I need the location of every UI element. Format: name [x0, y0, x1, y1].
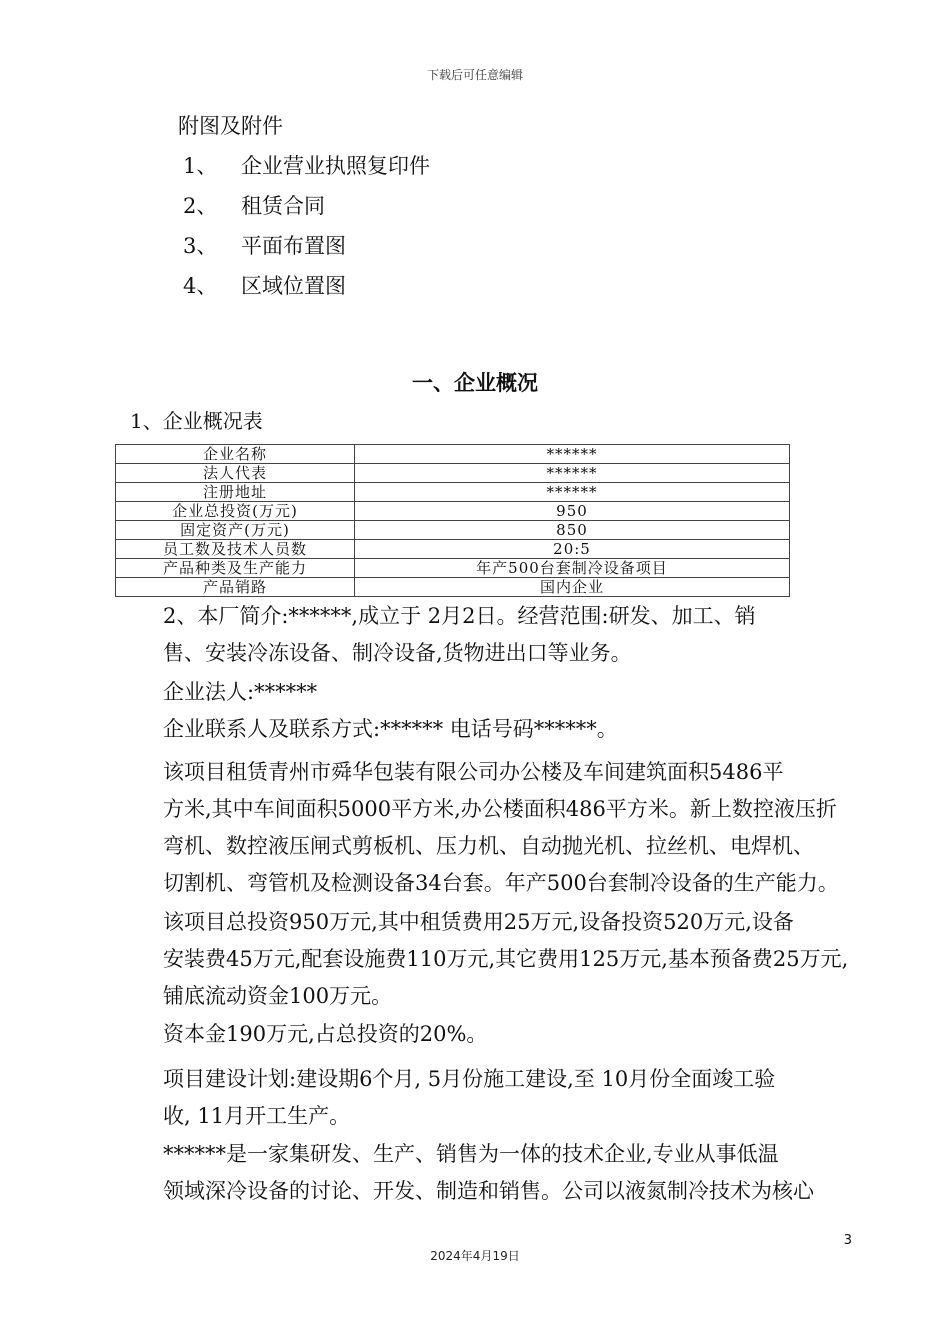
- attachment-item: [183, 270, 346, 300]
- table-value: 950: [355, 502, 790, 521]
- text-line: 项目建设计划:建设期6个月, 5月份施工建设,至 10月份全面竣工验: [163, 1067, 776, 1091]
- paragraph-capital: [115, 1016, 855, 1053]
- text-line: 领域深冷设备的讨论、开发、制造和销售。公司以液氮制冷技术为核心: [163, 1179, 814, 1203]
- company-overview-table: [115, 444, 790, 597]
- table-key: 固定资产(万元): [116, 521, 355, 540]
- paragraph-intro: [115, 598, 855, 672]
- attachment-label: 区域位置图: [241, 274, 346, 298]
- table-key: 员工数及技术人员数: [116, 540, 355, 559]
- text-line: ******是一家集研发、生产、销售为一体的技术企业,专业从事低温: [163, 1142, 779, 1166]
- paragraph-legal-person: [115, 674, 855, 711]
- table-row: [116, 502, 790, 521]
- attachment-number: 4、: [183, 274, 218, 298]
- text-line: 企业法人:******: [163, 680, 318, 704]
- text-line: 方米,其中车间面积5000平方米,办公楼面积486平方米。新上数控液压折: [163, 797, 837, 821]
- table-row: [116, 521, 790, 540]
- table-value: 国内企业: [355, 578, 790, 597]
- attachment-item: [183, 190, 325, 220]
- page-number: 3: [843, 1233, 852, 1248]
- attachment-label: 租赁合同: [241, 194, 325, 218]
- table-label: 1、企业概况表: [130, 409, 263, 433]
- page-header: 下载后可任意编辑: [426, 68, 523, 82]
- attachment-label: 平面布置图: [241, 234, 346, 258]
- table-value: ******: [355, 445, 790, 464]
- page-footer-date: 2024年4月19日: [430, 1249, 520, 1263]
- table-row: [116, 464, 790, 483]
- table-value: 年产500台套制冷设备项目: [355, 559, 790, 578]
- table-key: 企业总投资(万元): [116, 502, 355, 521]
- text-line: 该项目总投资950万元,其中租赁费用25万元,设备投资520万元,设备: [163, 910, 794, 934]
- text-line: 收, 11月开工生产。: [163, 1104, 351, 1128]
- table-value: ******: [355, 464, 790, 483]
- table-key: 企业名称: [116, 445, 355, 464]
- section-title: 一、企业概况: [412, 371, 538, 395]
- attachment-number: 2、: [183, 194, 218, 218]
- table-value: ******: [355, 483, 790, 502]
- table-row: [116, 445, 790, 464]
- table-key: 产品销路: [116, 578, 355, 597]
- attachment-number: 1、: [183, 154, 218, 178]
- text-line: 铺底流动资金100万元。: [163, 984, 393, 1008]
- table-row: [116, 483, 790, 502]
- paragraph-company-desc: [115, 1136, 855, 1210]
- attachment-label: 企业营业执照复印件: [241, 154, 430, 178]
- paragraph-contact: [115, 711, 855, 748]
- table-key: 注册地址: [116, 483, 355, 502]
- paragraph-project-lease: [115, 754, 855, 902]
- text-line: 售、安装冷冻设备、制冷设备,货物进出口等业务。: [163, 641, 632, 665]
- table-value: 850: [355, 521, 790, 540]
- text-line: 2、本厂简介:******,成立于 2月2日。经营范围:研发、加工、销: [163, 604, 756, 628]
- text-line: 切割机、弯管机及检测设备34台套。年产500台套制冷设备的生产能力。: [163, 871, 839, 895]
- text-line: 企业联系人及联系方式:****** 电话号码******。: [163, 717, 618, 741]
- table-row: [116, 578, 790, 597]
- text-line: 安装费45万元,配套设施费110万元,其它费用125万元,基本预备费25万元,: [163, 947, 849, 971]
- paragraph-schedule: [115, 1061, 855, 1135]
- attachment-item: [183, 230, 346, 260]
- attachments-title: 附图及附件: [178, 114, 283, 138]
- table-row: [116, 540, 790, 559]
- attachment-item: [183, 150, 430, 180]
- text-line: 资本金190万元,占总投资的20%。: [163, 1022, 488, 1046]
- table-row: [116, 559, 790, 578]
- table-key: 产品种类及生产能力: [116, 559, 355, 578]
- paragraph-investment: [115, 904, 855, 1015]
- text-line: 该项目租赁青州市舜华包装有限公司办公楼及车间建筑面积5486平: [163, 760, 784, 784]
- table-key: 法人代表: [116, 464, 355, 483]
- text-line: 弯机、数控液压闸式剪板机、压力机、自动抛光机、拉丝机、电焊机、: [163, 834, 814, 858]
- attachment-number: 3、: [183, 234, 218, 258]
- table-value: 20:5: [355, 540, 790, 559]
